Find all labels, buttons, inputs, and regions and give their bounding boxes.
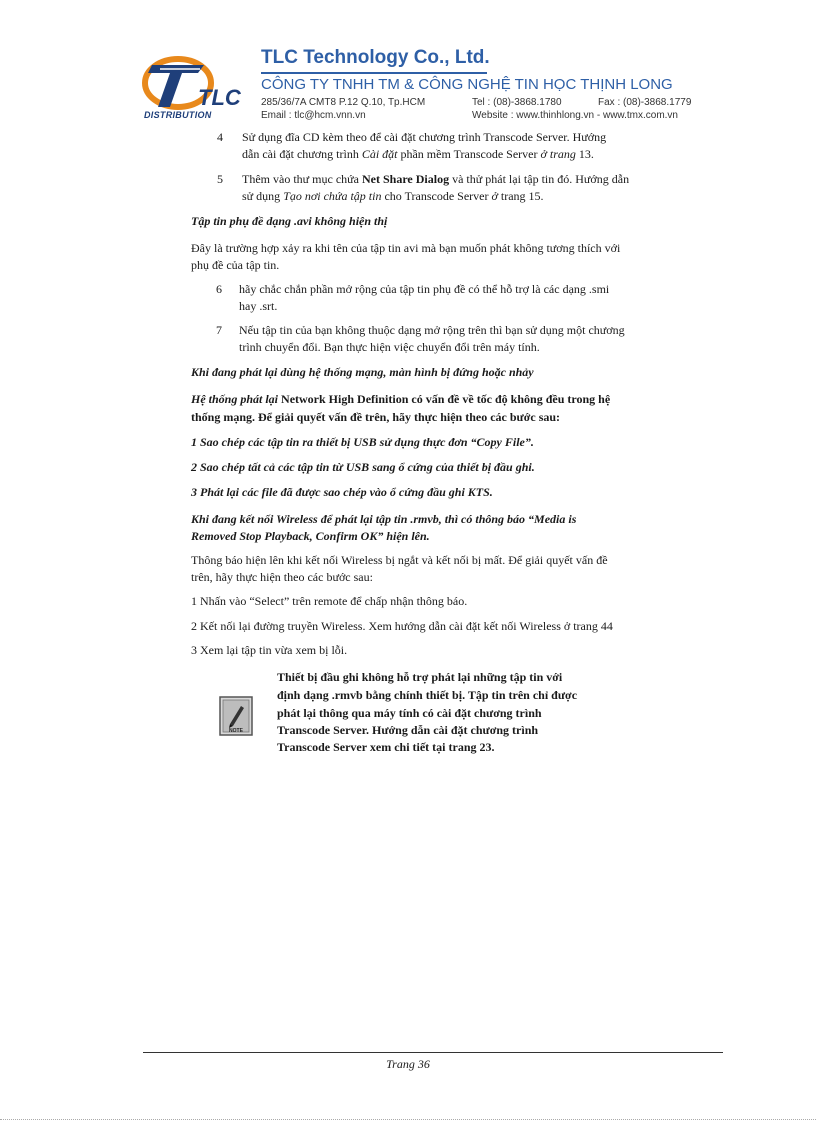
paragraph: thống mạng. Để giải quyết vấn đề trên, hãy thực hiện theo các bước sau: bbox=[191, 410, 561, 424]
note-line: Transcode Server. Hướng dẫn cài đặt chương trình bbox=[277, 723, 539, 737]
company-name-vn: CÔNG TY TNHH TM & CÔNG NGHỆ TIN HỌC THỊNH LONG bbox=[261, 76, 673, 93]
company-tel: Tel : (08)-3868.1780 bbox=[472, 97, 562, 108]
step-text: hay .srt. bbox=[239, 299, 278, 313]
company-website: Website : www.thinhlong.vn - www.tmx.com.vn bbox=[472, 110, 678, 121]
page-edge bbox=[0, 1119, 816, 1120]
company-address: 285/36/7A CMT8 P.12 Q.10, Tp.HCM bbox=[261, 97, 426, 108]
header-divider bbox=[261, 72, 487, 74]
page-number: Trang 36 bbox=[386, 1057, 430, 1071]
step-number: 5 bbox=[217, 172, 223, 186]
section-heading: Removed Stop Playback, Confirm OK” hiện lên. bbox=[191, 529, 430, 543]
paragraph: phụ đề của tập tin. bbox=[191, 258, 280, 272]
step-number: 6 bbox=[216, 282, 222, 296]
company-email: Email : tlc@hcm.vnn.vn bbox=[261, 110, 366, 121]
note-line: Transcode Server xem chi tiết tại trang 23. bbox=[277, 740, 495, 754]
step-text: 3 Xem lại tập tin vừa xem bị lỗi. bbox=[191, 643, 348, 657]
step-text: 1 Sao chép các tập tin ra thiết bị USB sử dụng thực đơn “Copy File”. bbox=[191, 435, 534, 449]
paragraph: Hệ thống phát lại Network High Definition có vấn đề về tốc độ không đều trong hệ bbox=[191, 392, 611, 406]
step-text: Sử dụng đĩa CD kèm theo để cài đặt chương trình Transcode Server. Hướng bbox=[242, 130, 607, 144]
note-line: phát lại thông qua máy tính có cài đặt chương trình bbox=[277, 706, 542, 720]
step-number: 4 bbox=[217, 130, 223, 144]
note-line: định dạng .rmvb bằng chính thiết bị. Tập tin trên chỉ được bbox=[277, 688, 578, 702]
section-heading: Khi đang kết nối Wireless để phát lại tập tin .rmvb, thì có thông báo “Media is bbox=[191, 512, 577, 526]
step-text: Thêm vào thư mục chứa Net Share Dialog và thử phát lại tập tin đó. Hướng dẫn bbox=[242, 172, 630, 186]
step-text: Nếu tập tin của bạn không thuộc dạng mở rộng trên thì bạn sử dụng một chương bbox=[239, 323, 625, 337]
logo-distribution: DISTRIBUTION bbox=[144, 110, 212, 120]
step-text: dẫn cài đặt chương trình Cài đặt phần mềm Transcode Server ở trang 13. bbox=[242, 147, 594, 161]
step-text: 2 Sao chép tất cả các tập tin từ USB sang ổ cứng của thiết bị đầu ghi. bbox=[191, 460, 535, 474]
paragraph: Thông báo hiện lên khi kết nối Wireless bị ngắt và kết nối bị mất. Để giải quyết vấn đề bbox=[191, 553, 608, 567]
note-icon-label: NOTE bbox=[229, 728, 243, 734]
step-text: trình chuyển đổi. Bạn thực hiện việc chuyển đổi trên máy tính. bbox=[239, 340, 540, 354]
step-number: 7 bbox=[216, 323, 222, 337]
step-text: 1 Nhấn vào “Select” trên remote để chấp nhận thông báo. bbox=[191, 594, 468, 608]
note-icon bbox=[219, 696, 253, 736]
paragraph: Đây là trường hợp xảy ra khi tên của tập tin avi mà bạn muốn phát không tương thích với bbox=[191, 241, 621, 255]
section-heading: Tập tin phụ đề dạng .avi không hiện thị bbox=[191, 214, 388, 228]
step-text: 3 Phát lại các file đã được sao chép vào ổ cứng đầu ghi KTS. bbox=[191, 485, 493, 499]
note-line: Thiết bị đầu ghi không hỗ trợ phát lại những tập tin với bbox=[277, 670, 563, 684]
company-name-en: TLC Technology Co., Ltd. bbox=[261, 47, 490, 68]
company-fax: Fax : (08)-3868.1779 bbox=[598, 97, 692, 108]
footer-divider bbox=[143, 1052, 723, 1053]
step-text: 2 Kết nối lại đường truyền Wireless. Xem hướng dẫn cài đặt kết nối Wireless ở trang 44 bbox=[191, 619, 613, 633]
step-text: sử dụng Tạo nơi chứa tập tin cho Transcode Server ở trang 15. bbox=[242, 189, 544, 203]
section-heading: Khi đang phát lại dùng hệ thống mạng, màn hình bị đứng hoặc nhảy bbox=[191, 365, 534, 379]
step-text: hãy chắc chắn phần mở rộng của tập tin phụ đề có thể hỗ trợ là các dạng .smi bbox=[239, 282, 610, 296]
paragraph: trên, hãy thực hiện theo các bước sau: bbox=[191, 570, 373, 584]
logo-wordmark: TLC bbox=[198, 85, 241, 110]
